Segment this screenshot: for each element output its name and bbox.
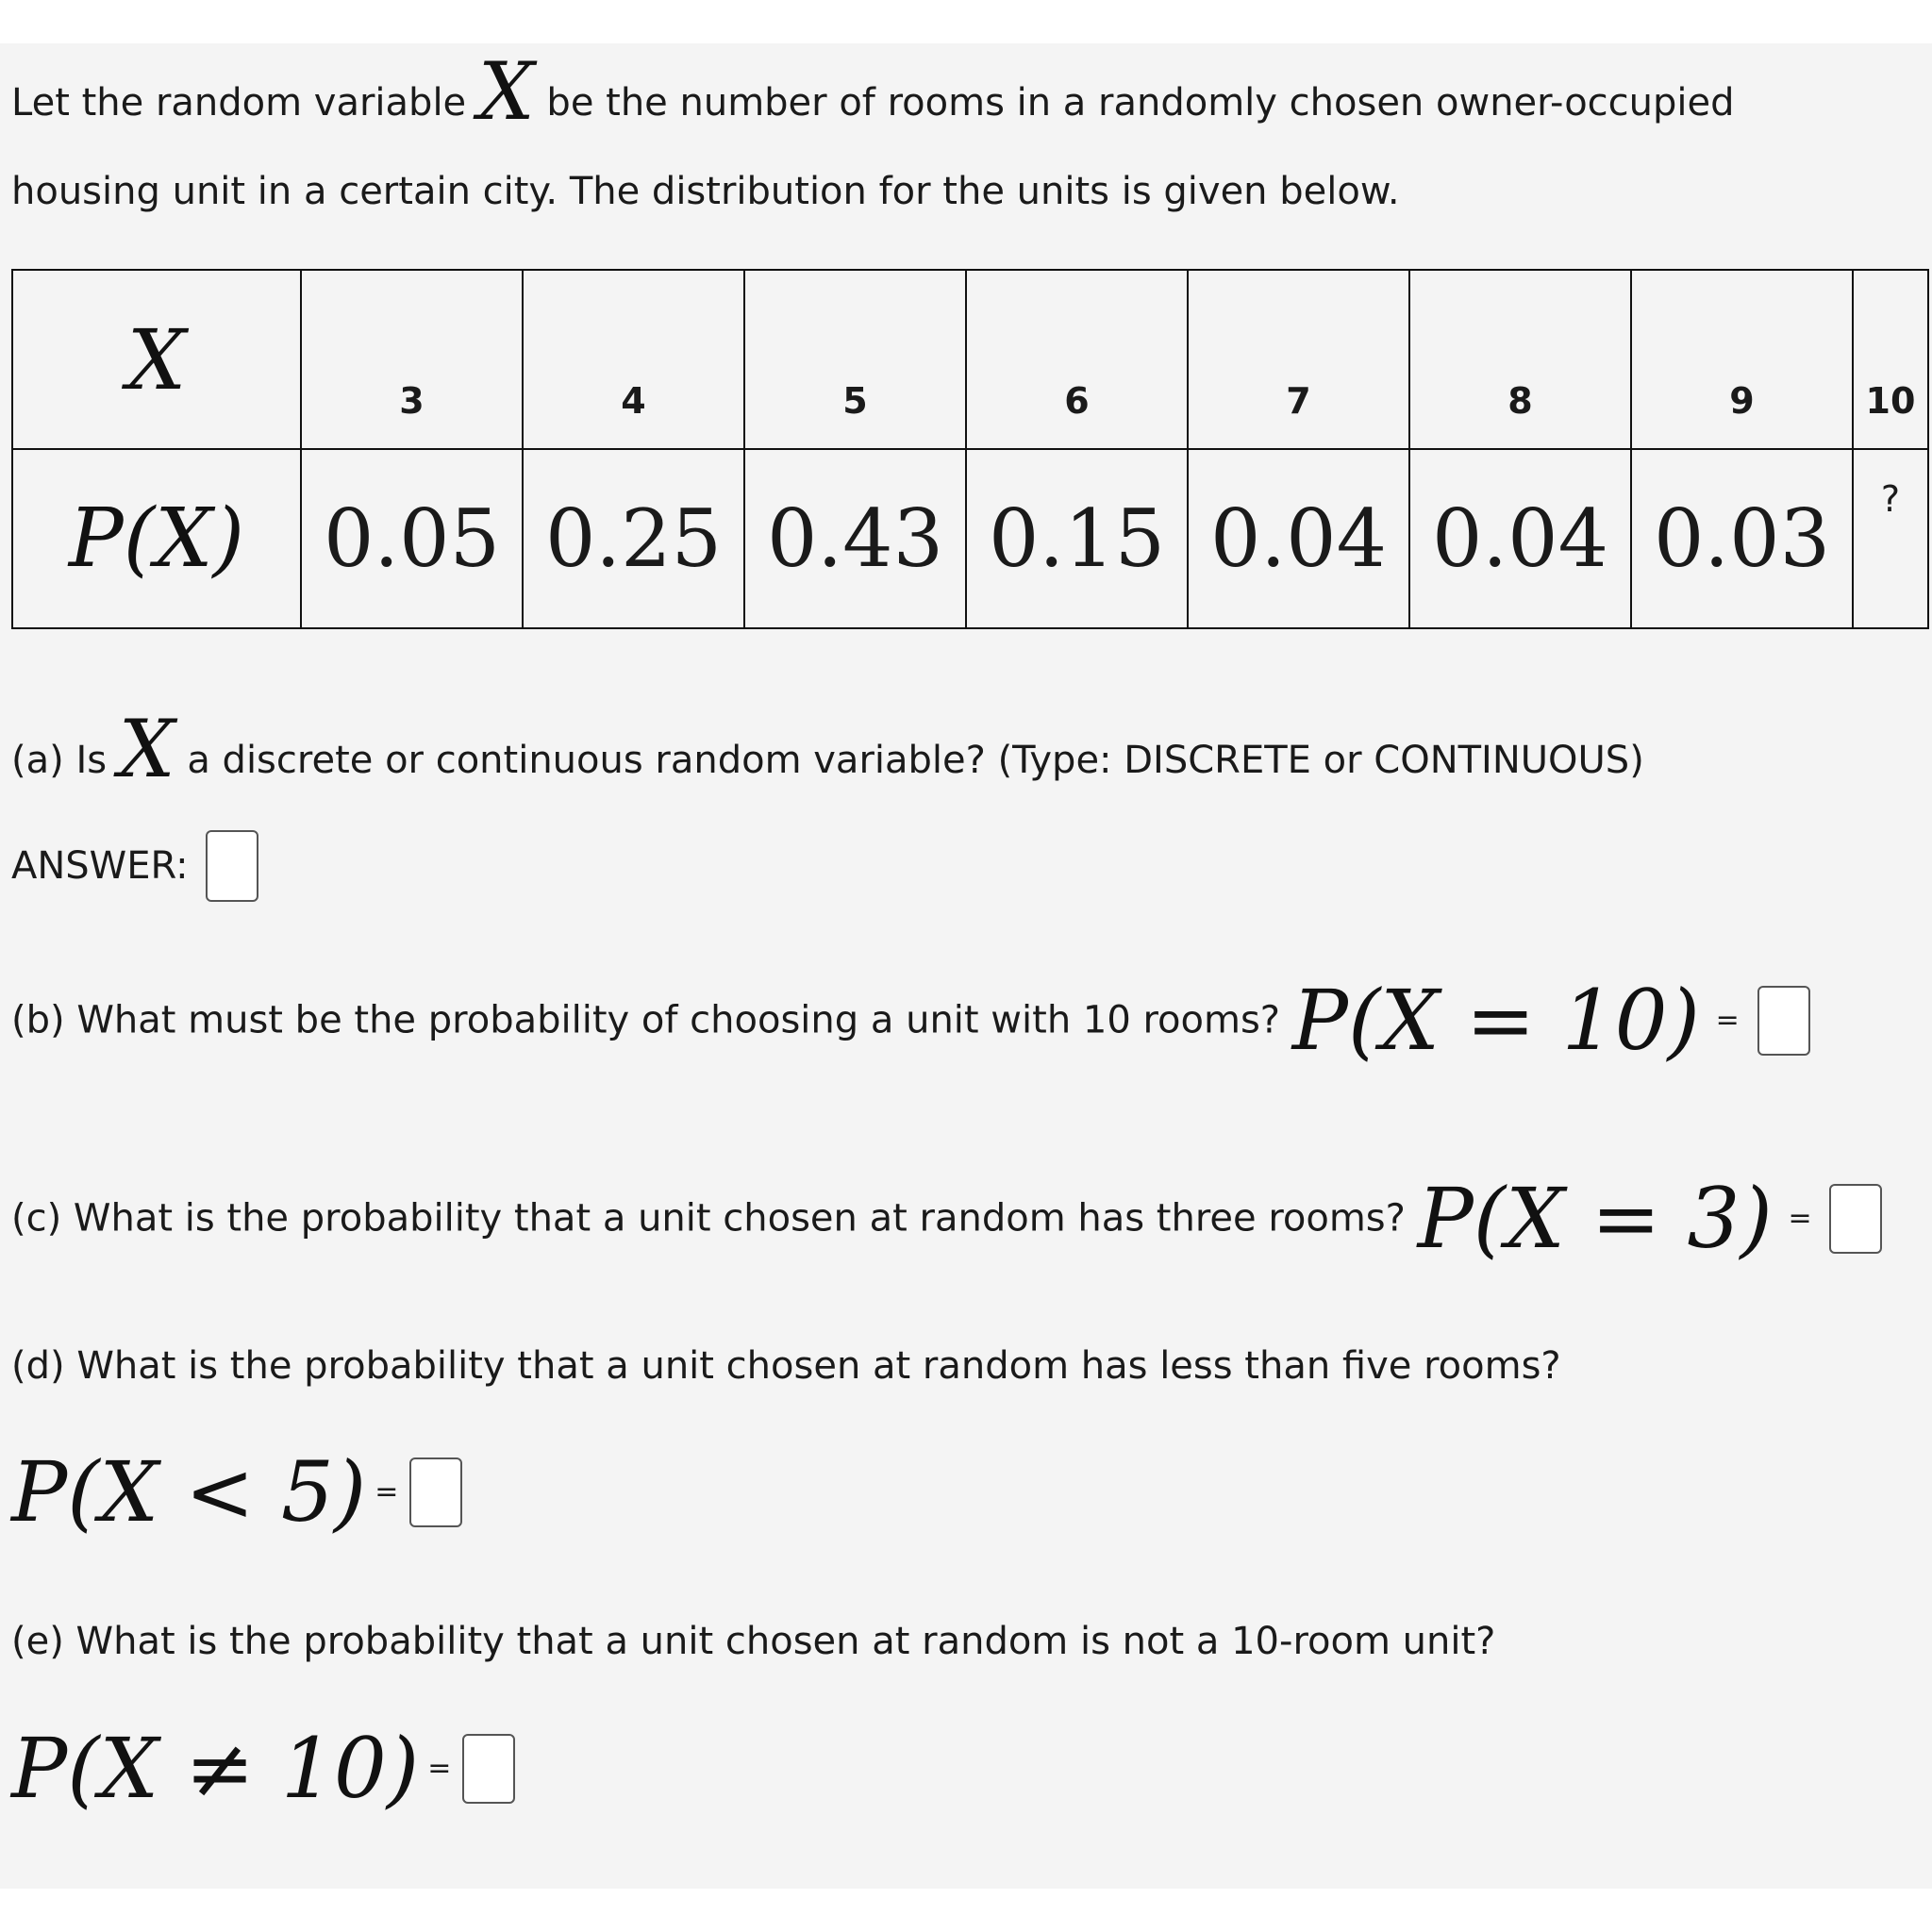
- part-a-question: [11, 703, 1644, 795]
- intro-text-after: be the number of rooms in a randomly chosen owner-occupied: [546, 81, 1735, 125]
- part-d-answer-row: [11, 1443, 462, 1541]
- part-b-question: [11, 972, 1810, 1069]
- answer-e-input[interactable]: [462, 1734, 515, 1804]
- distribution-table: [11, 269, 1929, 629]
- table-row-x: [12, 270, 1928, 449]
- table-cell-prob: 0.05: [301, 449, 523, 628]
- equals-sign: =: [1788, 1202, 1812, 1235]
- table-header-x: X: [12, 270, 301, 449]
- part-d-question: (d) What is the probability that a unit chosen at random has less than five rooms?: [11, 1344, 1561, 1388]
- table-cell-x: 4: [523, 270, 744, 449]
- part-d-math: P(X < 5): [11, 1443, 367, 1541]
- intro-line-2: housing unit in a certain city. The distribution for the units is given below.: [11, 170, 1400, 213]
- part-b-math: P(X = 10): [1291, 972, 1700, 1069]
- variable-x: X: [477, 45, 535, 138]
- table-cell-x: 3: [301, 270, 523, 449]
- intro-line-1: [11, 45, 1735, 138]
- table-cell-x: 8: [1409, 270, 1631, 449]
- part-a-prefix: (a) Is: [11, 739, 108, 782]
- table-header-px: P(X): [12, 449, 301, 628]
- part-e-answer-row: [11, 1720, 515, 1817]
- part-c-math: P(X = 3): [1417, 1170, 1773, 1267]
- table-cell-unknown: ?: [1853, 449, 1928, 628]
- table-cell-prob: 0.43: [744, 449, 966, 628]
- table-cell-prob: 0.04: [1409, 449, 1631, 628]
- part-c-text: (c) What is the probability that a unit chosen at random has three rooms?: [11, 1196, 1406, 1241]
- answer-a-input[interactable]: [206, 830, 258, 902]
- equals-sign: =: [1715, 1004, 1740, 1037]
- equals-sign: =: [427, 1752, 452, 1785]
- equals-sign: =: [375, 1475, 399, 1508]
- part-b-text: (b) What must be the probability of choosing a unit with 10 rooms?: [11, 998, 1281, 1042]
- part-e-math: P(X ≠ 10): [11, 1720, 420, 1817]
- part-e-question: (e) What is the probability that a unit chosen at random is not a 10-room unit?: [11, 1620, 1496, 1663]
- part-a-text: a discrete or continuous random variable? (Type: DISCRETE or CONTINUOUS): [187, 739, 1644, 782]
- part-a-answer-row: [11, 830, 258, 902]
- answer-label: ANSWER:: [11, 844, 189, 888]
- table-cell-x: 5: [744, 270, 966, 449]
- table-cell-prob: 0.15: [966, 449, 1188, 628]
- table-cell-x: 9: [1631, 270, 1853, 449]
- table-cell-x: 6: [966, 270, 1188, 449]
- table-cell-x: 7: [1188, 270, 1409, 449]
- table-cell-prob: 0.04: [1188, 449, 1409, 628]
- answer-c-input[interactable]: [1829, 1184, 1882, 1254]
- intro-text-before: Let the random variable: [11, 81, 467, 125]
- table-cell-prob: 0.03: [1631, 449, 1853, 628]
- table-cell-x: 10: [1853, 270, 1928, 449]
- answer-d-input[interactable]: [409, 1457, 462, 1527]
- table-cell-prob: 0.25: [523, 449, 744, 628]
- answer-b-input[interactable]: [1757, 986, 1810, 1056]
- table-row-px: [12, 449, 1928, 628]
- variable-x: X: [118, 703, 175, 795]
- part-c-question: [11, 1170, 1882, 1267]
